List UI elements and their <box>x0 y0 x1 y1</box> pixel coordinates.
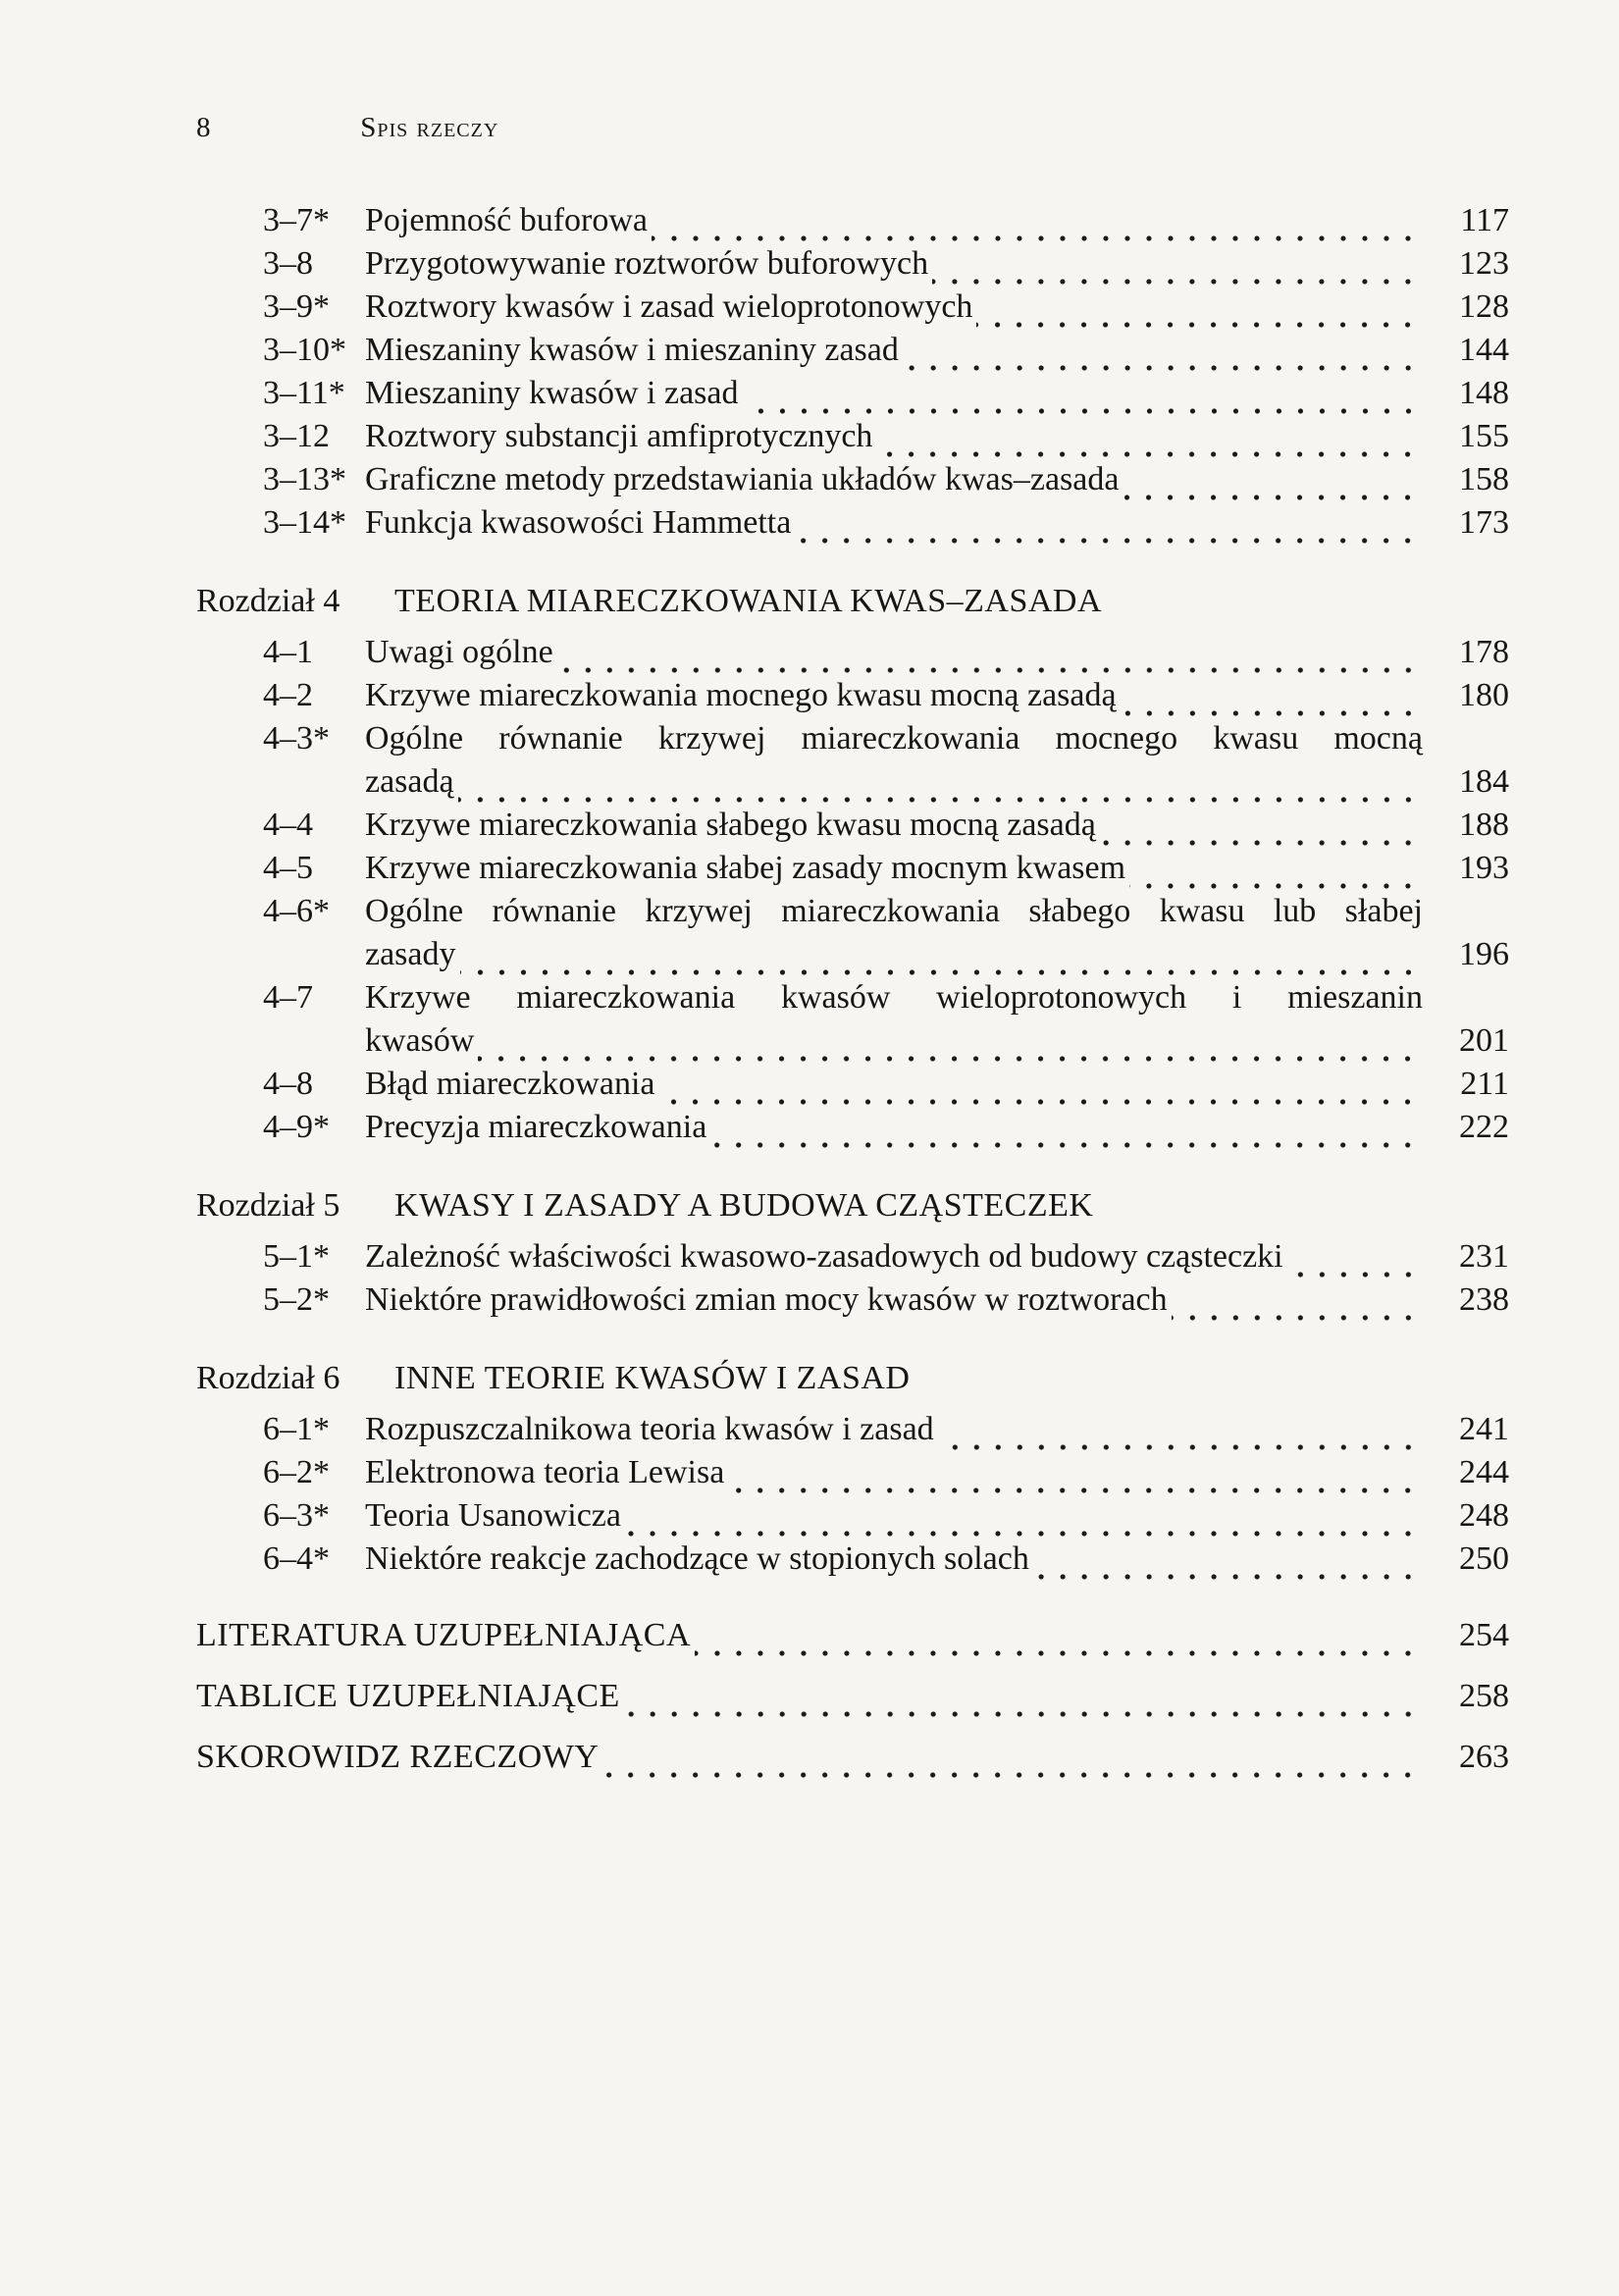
entry-page: 123 <box>1459 245 1509 282</box>
leader-dots <box>932 258 1419 286</box>
toc-entry[interactable] <box>263 286 1509 329</box>
entry-page: 117 <box>1460 202 1509 238</box>
entry-page: 148 <box>1459 375 1509 411</box>
leader-dots <box>976 301 1419 329</box>
entry-page: 241 <box>1459 1411 1509 1447</box>
entry-page: 184 <box>1459 763 1509 800</box>
entry-title: Zależność właściwości kwasowo-zasadowych od budowy cząsteczki <box>365 1238 1283 1275</box>
entry-page: 258 <box>1459 1678 1509 1714</box>
entry-title: LITERATURA UZUPEŁNIAJĄCA <box>196 1617 692 1653</box>
toc-entry[interactable] <box>263 415 1509 458</box>
back-matter-entry[interactable] <box>196 1675 1509 1718</box>
chapter-heading-4[interactable] <box>196 580 1509 623</box>
entry-title: Precyzja miareczkowania <box>365 1109 707 1145</box>
entry-title: Ogólne równanie krzywej miareczkowania mocnego kwasu mocną <box>365 720 1423 757</box>
entry-number: 5–1* <box>263 1238 330 1275</box>
entry-title-continued: kwasów <box>365 1022 475 1059</box>
chapter-4-section <box>196 631 1509 1149</box>
toc-entry[interactable] <box>263 890 1509 976</box>
entry-title: Pojemność buforowa <box>365 202 649 238</box>
entry-number: 6–3* <box>263 1497 330 1534</box>
leader-dots <box>602 1751 1419 1779</box>
leader-dots <box>1100 819 1419 847</box>
entry-title: Krzywe miareczkowania mocnego kwasu mocną zasadą <box>365 677 1117 713</box>
entry-title-continued: zasadą <box>365 763 454 800</box>
toc-entry[interactable] <box>263 1106 1509 1149</box>
entry-title: Ogólne równanie krzywej miareczkowania słabego kwasu lub słabej <box>365 893 1423 929</box>
chapter-title: KWASY I ZASADY A BUDOWA CZĄSTECZEK <box>394 1187 1094 1224</box>
toc-entry[interactable] <box>263 458 1509 501</box>
table-of-contents <box>196 199 1509 1779</box>
leader-dots <box>478 1035 1419 1063</box>
entry-number: 3–13* <box>263 461 346 497</box>
leader-dots <box>1121 690 1419 717</box>
leader-dots <box>695 1630 1419 1657</box>
entry-title: Elektronowa teoria Lewisa <box>365 1454 725 1490</box>
entry-page: 222 <box>1459 1109 1509 1145</box>
leader-dots <box>1129 862 1419 890</box>
leader-dots <box>624 1691 1419 1718</box>
entry-page: 155 <box>1459 418 1509 454</box>
entry-page: 238 <box>1459 1281 1509 1318</box>
entry-number: 3–9* <box>263 288 330 325</box>
leader-dots <box>1172 1294 1419 1322</box>
chapter-label: Rozdział 5 <box>196 1187 340 1224</box>
toc-entry[interactable] <box>263 1494 1509 1538</box>
entry-number: 4–5 <box>263 850 313 886</box>
toc-entry[interactable] <box>263 1278 1509 1322</box>
entry-number: 3–10* <box>263 332 346 368</box>
leader-dots <box>1123 474 1419 501</box>
entry-title: Roztwory substancji amfiprotycznych <box>365 418 873 454</box>
leader-dots <box>903 344 1419 372</box>
entry-number: 3–12 <box>263 418 330 454</box>
entry-title: Funkcja kwasowości Hammetta <box>365 504 792 541</box>
entry-number: 3–14* <box>263 504 346 541</box>
entry-number: 5–2* <box>263 1281 330 1318</box>
entry-number: 4–2 <box>263 677 313 713</box>
entry-title: Teoria Usanowicza <box>365 1497 621 1534</box>
back-matter-entry[interactable] <box>196 1614 1509 1657</box>
running-header <box>196 112 498 144</box>
entry-number: 4–6* <box>263 893 330 929</box>
entry-number: 4–4 <box>263 807 313 843</box>
chapter-3-section <box>196 199 1509 545</box>
entry-number: 4–8 <box>263 1066 313 1102</box>
toc-entry[interactable] <box>263 501 1509 545</box>
leader-dots <box>652 215 1419 242</box>
toc-entry[interactable] <box>263 1063 1509 1106</box>
toc-entry[interactable] <box>263 976 1509 1063</box>
entry-number: 6–4* <box>263 1540 330 1577</box>
leader-dots <box>876 431 1419 458</box>
leader-dots <box>658 1078 1419 1106</box>
leader-dots <box>460 949 1419 976</box>
running-title: Spis rzeczy <box>360 112 499 143</box>
entry-number: 6–1* <box>263 1411 330 1447</box>
toc-entry[interactable] <box>263 242 1509 286</box>
entry-number: 4–7 <box>263 979 313 1016</box>
entry-title: Niektóre prawidłowości zmian mocy kwasów w roztworach <box>365 1281 1168 1318</box>
entry-number: 4–9* <box>263 1109 330 1145</box>
leader-dots <box>728 1467 1419 1494</box>
leader-dots <box>557 647 1419 674</box>
entry-page: 128 <box>1459 288 1509 325</box>
toc-entry[interactable] <box>263 674 1509 717</box>
entry-number: 3–11* <box>263 375 345 411</box>
entry-title: Roztwory kwasów i zasad wieloprotonowych <box>365 288 973 325</box>
leader-dots <box>795 517 1419 545</box>
chapter-6-section <box>196 1408 1509 1581</box>
entry-title: Krzywe miareczkowania słabej zasady mocnym kwasem <box>365 850 1126 886</box>
toc-entry[interactable] <box>263 717 1509 804</box>
entry-page: 188 <box>1459 807 1509 843</box>
entry-number: 6–2* <box>263 1454 330 1490</box>
entry-page: 178 <box>1459 634 1509 670</box>
entry-page: 196 <box>1459 936 1509 972</box>
leader-dots <box>1033 1553 1419 1581</box>
entry-title: Krzywe miareczkowania słabego kwasu mocną zasadą <box>365 807 1096 843</box>
entry-page: 211 <box>1460 1066 1509 1102</box>
entry-page: 263 <box>1459 1739 1509 1775</box>
entry-page: 254 <box>1459 1617 1509 1653</box>
entry-title: Mieszaniny kwasów i mieszaniny zasad <box>365 332 899 368</box>
chapter-label: Rozdział 4 <box>196 583 340 619</box>
entry-title: Uwagi ogólne <box>365 634 553 670</box>
entry-page: 250 <box>1459 1540 1509 1577</box>
leader-dots <box>1287 1251 1419 1278</box>
entry-title: Niektóre reakcje zachodzące w stopionych solach <box>365 1540 1029 1577</box>
entry-title: TABLICE UZUPEŁNIAJĄCE <box>196 1678 620 1714</box>
toc-entry[interactable] <box>263 372 1509 415</box>
entry-page: 158 <box>1459 461 1509 497</box>
entry-page: 231 <box>1459 1238 1509 1275</box>
entry-title: Rozpuszczalnikowa teoria kwasów i zasad <box>365 1411 934 1447</box>
entry-page: 248 <box>1459 1497 1509 1534</box>
entry-number: 4–3* <box>263 720 330 757</box>
entry-title: Graficzne metody przedstawiania układów kwas–zasada <box>365 461 1120 497</box>
toc-entry[interactable] <box>263 631 1509 674</box>
toc-entry[interactable] <box>263 1538 1509 1581</box>
toc-entry[interactable] <box>263 1408 1509 1451</box>
entry-page: 180 <box>1459 677 1509 713</box>
chapter-label: Rozdział 6 <box>196 1360 340 1396</box>
entry-title: Mieszaniny kwasów i zasad <box>365 375 739 411</box>
back-matter-entry[interactable] <box>196 1736 1509 1779</box>
chapter-heading-5[interactable] <box>196 1184 1509 1227</box>
chapter-title: INNE TEORIE KWASÓW I ZASAD <box>394 1360 911 1396</box>
chapter-title: TEORIA MIARECZKOWANIA KWAS–ZASADA <box>394 583 1103 619</box>
entry-title: SKOROWIDZ RZECZOWY <box>196 1739 600 1775</box>
page-number: 8 <box>196 112 211 143</box>
leader-dots <box>710 1122 1419 1149</box>
entry-number: 3–8 <box>263 245 313 282</box>
toc-entry[interactable] <box>263 1235 1509 1278</box>
entry-page: 193 <box>1459 850 1509 886</box>
back-matter <box>196 1614 1509 1779</box>
leader-dots <box>625 1510 1419 1538</box>
toc-entry[interactable] <box>263 1451 1509 1494</box>
toc-entry[interactable] <box>263 847 1509 890</box>
entry-page: 244 <box>1459 1454 1509 1490</box>
leader-dots <box>938 1424 1419 1451</box>
chapter-heading-6[interactable] <box>196 1357 1509 1400</box>
entry-number: 4–1 <box>263 634 313 670</box>
entry-title-continued: zasady <box>365 936 456 972</box>
entry-page: 173 <box>1459 504 1509 541</box>
entry-title: Błąd miareczkowania <box>365 1066 655 1102</box>
entry-page: 144 <box>1459 332 1509 368</box>
leader-dots <box>743 388 1419 415</box>
toc-entry[interactable] <box>263 804 1509 847</box>
entry-page: 201 <box>1459 1022 1509 1059</box>
entry-title: Krzywe miareczkowania kwasów wieloprotonowych i mieszanin <box>365 979 1423 1016</box>
entry-title: Przygotowywanie roztworów buforowych <box>365 245 929 282</box>
toc-entry[interactable] <box>263 329 1509 372</box>
toc-entry[interactable] <box>263 199 1509 242</box>
entry-number: 3–7* <box>263 202 330 238</box>
chapter-5-section <box>196 1235 1509 1322</box>
leader-dots <box>458 776 1419 804</box>
